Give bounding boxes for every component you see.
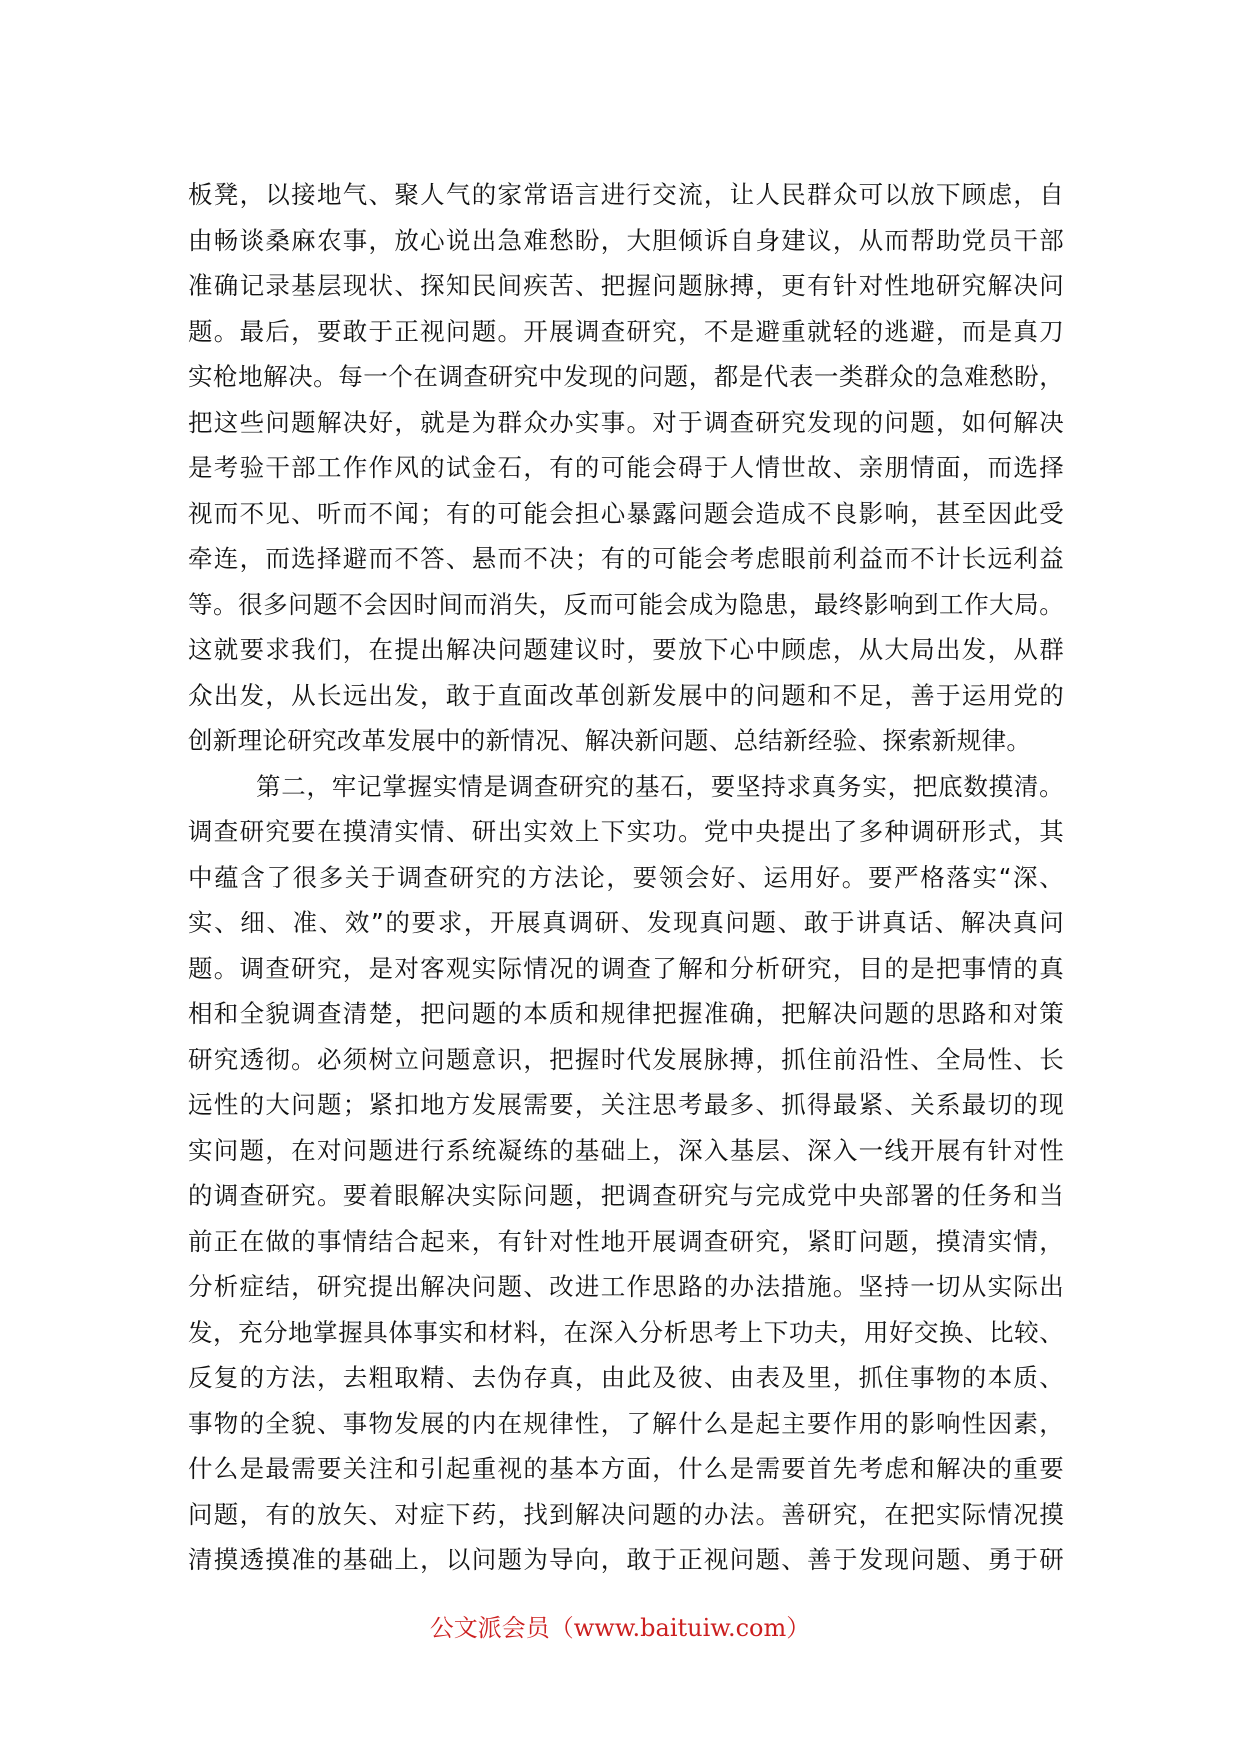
text-line: 中蕴含了很多关于调查研究的方法论，要领会好、运用好。要严格落实“深、	[188, 862, 1064, 892]
text-line: 事物的全貌、事物发展的内在规律性，了解什么是起主要作用的影响性因素，	[188, 1408, 1064, 1438]
text-line: 调查研究要在摸清实情、研出实效上下实功。党中央提出了多种调研形式，其	[188, 817, 1064, 846]
text-line: 实问题，在对问题进行系统凝练的基础上，深入基层、深入一线开展有针对性	[188, 1135, 1064, 1165]
text-line: 反复的方法，去粗取精、去伪存真，由此及彼、由表及里，抓住事物的本质、	[188, 1363, 1064, 1392]
text-line: 相和全貌调查清楚，把问题的本质和规律把握准确，把解决问题的思路和对策	[188, 999, 1064, 1028]
text-line: 由畅谈桑麻农事，放心说出急难愁盼，大胆倾诉自身建议，从而帮助党员干部	[188, 225, 1064, 255]
paragraph-heading: 第二，牢记掌握实情是调查研究的基石，要坚持求真务实，把底数摸清。	[256, 771, 1064, 801]
footer-label: 公文派会员	[429, 1614, 550, 1642]
text-line: 清摸透摸准的基础上，以问题为导向，敢于正视问题、善于发现问题、勇于研	[188, 1545, 1064, 1574]
text-line: 研究透彻。必须树立问题意识，把握时代发展脉搏，抓住前沿性、全局性、长	[188, 1044, 1064, 1074]
footer-url[interactable]: （www.baituiw.com）	[549, 1614, 811, 1642]
footer-watermark	[0, 1610, 1240, 1646]
text-line: 这就要求我们，在提出解决问题建议时，要放下心中顾虑，从大局出发，从群	[188, 635, 1064, 664]
text-line: 前正在做的事情结合起来，有针对性地开展调查研究，紧盯问题，摸清实情，	[188, 1226, 1064, 1256]
text-line: 众出发，从长远出发，敢于直面改革创新发展中的问题和不足，善于运用党的	[188, 680, 1064, 710]
text-line: 题。调查研究，是对客观实际情况的调查了解和分析研究，目的是把事情的真	[188, 953, 1064, 983]
text-line: 把这些问题解决好，就是为群众办实事。对于调查研究发现的问题，如何解决	[188, 407, 1064, 437]
body-text	[188, 172, 1064, 1583]
text-line: 实枪地解决。每一个在调查研究中发现的问题，都是代表一类群众的急难愁盼，	[188, 362, 1064, 391]
text-line: 等。很多问题不会因时间而消失，反而可能会成为隐患，最终影响到工作大局。	[188, 589, 1064, 619]
text-line: 实、细、准、效”的要求，开展真调研、发现真问题、敢于讲真话、解决真问	[188, 908, 1064, 937]
text-line: 板凳，以接地气、聚人气的家常语言进行交流，让人民群众可以放下顾虑，自	[188, 180, 1064, 209]
text-line: 问题，有的放矢、对症下药，找到解决问题的办法。善研究，在把实际情况摸	[188, 1499, 1064, 1529]
text-line: 发，充分地掌握具体事实和材料，在深入分析思考上下功夫，用好交换、比较、	[188, 1317, 1064, 1347]
text-line: 分析症结，研究提出解决问题、改进工作思路的办法措施。坚持一切从实际出	[188, 1272, 1064, 1301]
text-line: 题。最后，要敢于正视问题。开展调查研究，不是避重就轻的逃避，而是真刀	[188, 316, 1064, 346]
text-line: 准确记录基层现状、探知民间疾苦、把握问题脉搏，更有针对性地研究解决问	[188, 271, 1064, 300]
text-line: 远性的大问题；紧扣地方发展需要，关注思考最多、抓得最紧、关系最切的现	[188, 1090, 1064, 1119]
text-line: 什么是最需要关注和引起重视的基本方面，什么是需要首先考虑和解决的重要	[188, 1454, 1064, 1483]
text-line: 的调查研究。要着眼解决实际问题，把调查研究与完成党中央部署的任务和当	[188, 1181, 1064, 1210]
text-line: 创新理论研究改革发展中的新情况、解决新问题、总结新经验、探索新规律。	[188, 726, 1032, 755]
text-line: 是考验干部工作作风的试金石，有的可能会碍于人情世故、亲朋情面，而选择	[188, 453, 1064, 482]
text-line: 牵连，而选择避而不答、悬而不决；有的可能会考虑眼前利益而不计长远利益	[188, 544, 1064, 573]
text-line: 视而不见、听而不闻；有的可能会担心暴露问题会造成不良影响，甚至因此受	[188, 498, 1064, 528]
